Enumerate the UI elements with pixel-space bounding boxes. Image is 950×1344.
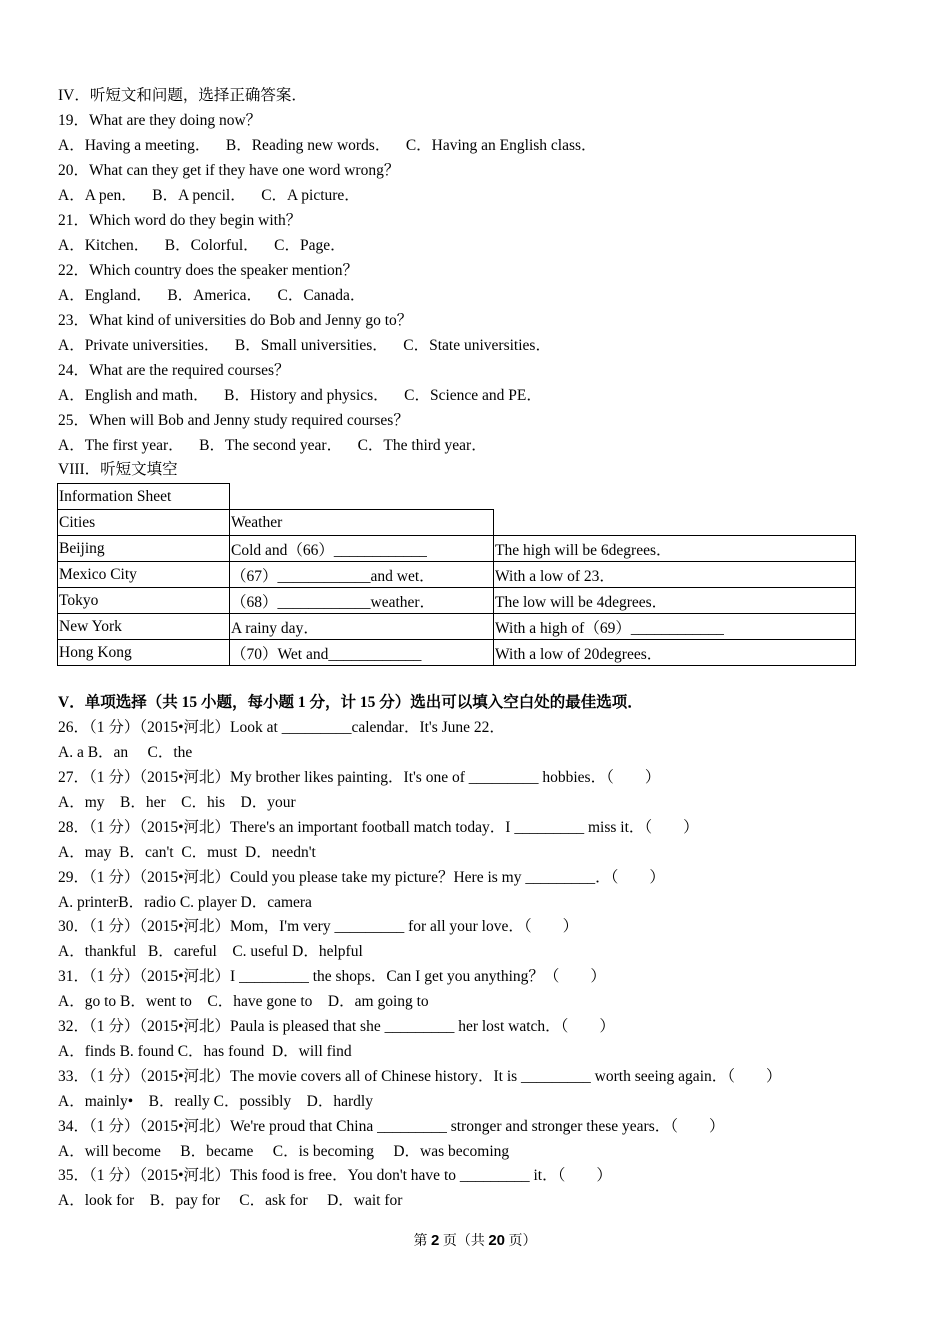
table-cell: Beijing: [58, 536, 230, 562]
table-cell: With a low of 20degrees．: [494, 640, 856, 666]
footer-prefix: 第: [413, 1234, 431, 1249]
page-total: 20: [488, 1232, 506, 1249]
table-cell: （68）____________weather．: [230, 588, 494, 614]
table-cell: The low will be 4degrees．: [494, 588, 856, 614]
table-row: [58, 588, 856, 614]
section-5-title: V．单项选择（共 15 小题，每小题 1 分，计 15 分）选出可以填入空白处的最佳选项．: [58, 694, 643, 711]
table-cell: The high will be 6degrees．: [494, 536, 856, 562]
question-line: 25．When will Bob and Jenny study required courses？: [58, 412, 409, 429]
question-line: 21．Which word do they begin with？: [58, 212, 302, 229]
question-line: 19．What are they doing now？: [58, 112, 262, 129]
table-cell: New York: [58, 614, 230, 640]
options-line: A. printerB．radio C. player D．camera: [58, 894, 312, 911]
question-line: 24．What are the required courses？: [58, 362, 290, 379]
table-cell: A rainy day．: [230, 614, 494, 640]
options-line: A．Kitchen． B．Colorful． C．Page．: [58, 237, 346, 254]
page-footer: [0, 1230, 950, 1250]
section-4-title: IV．听短文和问题，选择正确答案．: [58, 87, 307, 104]
options-line: A．The first year． B．The second year． C．The third year．: [58, 437, 487, 454]
page-number: 2: [430, 1232, 440, 1249]
table-row: [58, 640, 856, 666]
question-line: 26．（1 分）（2015•河北）Look at _________calendar．It's June 22．: [58, 719, 505, 736]
table-cell: （70）Wet and____________: [230, 640, 494, 666]
table-cell: Tokyo: [58, 588, 230, 614]
question-line: 35．（1 分）（2015•河北）This food is free．You don't have to _________ it．（ ）: [58, 1167, 612, 1184]
options-line: A．Private universities． B．Small universities． C．State universities．: [58, 337, 551, 354]
table-row: [58, 614, 856, 640]
question-line: 23．What kind of universities do Bob and Jenny go to？: [58, 312, 413, 329]
question-line: 29．（1 分）（2015•河北）Could you please take my picture？Here is my _________．（ ）: [58, 869, 665, 886]
question-line: 32．（1 分）（2015•河北）Paula is pleased that she _________ her lost watch．（ ）: [58, 1018, 615, 1035]
question-line: 27．（1 分）（2015•河北）My brother likes painting．It's one of _________ hobbies．（ ）: [58, 769, 661, 786]
footer-middle: 页（共: [439, 1234, 489, 1249]
options-line: A．my B．her C．his D．your: [58, 794, 296, 811]
options-line: A．English and math． B．History and physics． C．Science and PE．: [58, 387, 542, 404]
options-line: A．finds B. found C．has found D．will find: [58, 1043, 352, 1060]
options-line: A．look for B．pay for C．ask for D．wait for: [58, 1192, 403, 1209]
options-line: A．Having a meeting． B．Reading new words． C．Having an English class．: [58, 137, 597, 154]
options-line: A．A pen． B．A pencil． C．A picture．: [58, 187, 360, 204]
table-row: [58, 562, 856, 588]
options-line: A. a B．an C．the: [58, 744, 193, 761]
question-line: 30．（1 分）（2015•河北）Mom，I'm very _________ for all your love．（ ）: [58, 918, 579, 935]
header-weather: Weather: [230, 510, 494, 536]
question-line: 33．（1 分）（2015•河北）The movie covers all of Chinese history．It is _________ worth seeing again．（ ）: [58, 1068, 782, 1085]
information-sheet-table: [57, 483, 856, 666]
footer-suffix: 页）: [505, 1234, 537, 1249]
question-line: 31．（1 分）（2015•河北）I _________ the shops．Can I get you anything？（ ）: [58, 968, 606, 985]
table-row: [58, 536, 856, 562]
question-line: 22．Which country does the speaker mention？: [58, 262, 359, 279]
section-8-title: VIII．听短文填空: [58, 461, 178, 478]
options-line: A．will become B．became C．is becoming D．was becoming: [58, 1143, 510, 1160]
options-line: A．mainly• B．really C．possibly D．hardly: [58, 1093, 373, 1110]
table-cell: With a high of（69）____________: [494, 614, 856, 640]
question-line: 20．What can they get if they have one word wrong？: [58, 162, 400, 179]
table-cell: With a low of 23．: [494, 562, 856, 588]
question-line: 34．（1 分）（2015•河北）We're proud that China _________ stronger and stronger these years．（ ）: [58, 1118, 725, 1135]
header-cities: Cities: [58, 510, 230, 536]
options-line: A．thankful B．careful C. useful D．helpful: [58, 943, 363, 960]
table-cell: Hong Kong: [58, 640, 230, 666]
table-cell: （67）____________and wet．: [230, 562, 494, 588]
options-line: A．go to B．went to C．have gone to D．am going to: [58, 993, 429, 1010]
options-line: A．may B．can't C．must D．needn't: [58, 844, 316, 861]
table-cell: Mexico City: [58, 562, 230, 588]
table-cell: Cold and（66）____________: [230, 536, 494, 562]
question-line: 28．（1 分）（2015•河北）There's an important football match today．I _________ miss it．（ ）: [58, 819, 699, 836]
table-title: Information Sheet: [58, 484, 230, 510]
options-line: A．England． B．America． C．Canada．: [58, 287, 366, 304]
